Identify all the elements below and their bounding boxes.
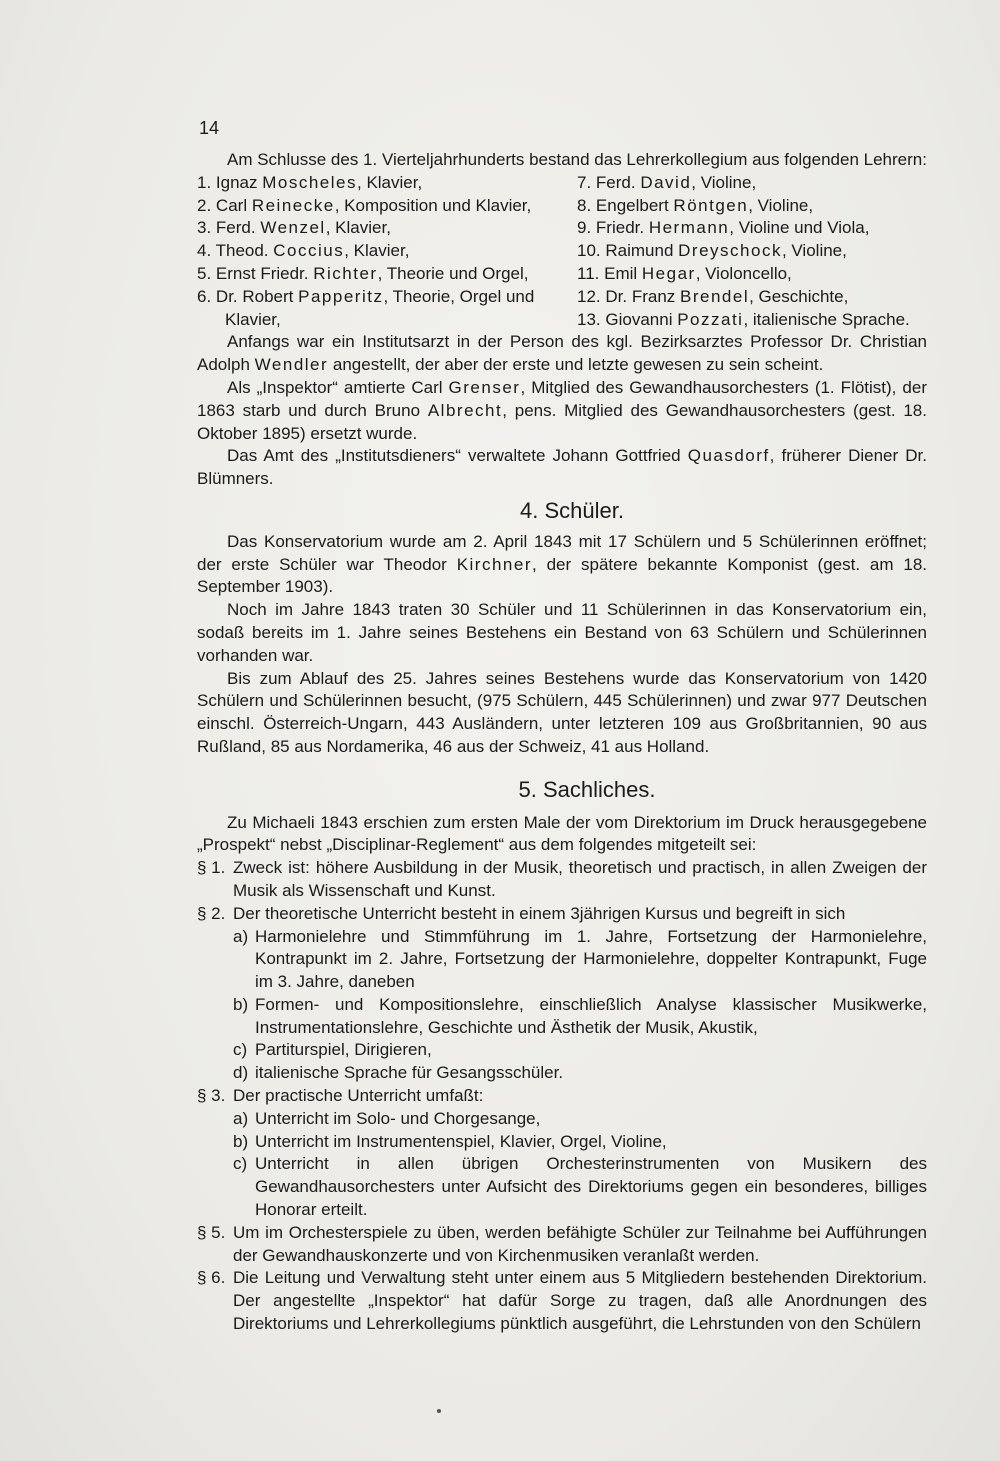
section-heading-schueler: 4. Schüler. [520,497,624,523]
teacher-entry: 1. Ignaz Moscheles, Klavier, [197,172,423,192]
teacher-entry: 6. Dr. Robert Papperitz, Theorie, Orgel und [197,286,535,306]
list-item: a) Unterricht im Solo- und Chorgesange, [233,1108,541,1128]
teacher-list [197,172,927,332]
teacher-entry: 10. Raimund Dreyschock, Violine, [577,241,847,261]
paragraph-institutsdiener: Das Amt des „Institutsdieners“ verwaltete Johann Gottfried Quasdorf, früherer Diener Dr. Blümners. [197,446,927,489]
paragraph-schueler-2: Noch im Jahre 1843 traten 30 Schüler und 11 Schülerinnen in das Konservatorium ein, sodaß bereits im 1. Jahre seines Bestehens ein Bestand von 63 Schülern und Schülerinnen vorhanden war. [197,600,927,665]
teacher-entry: 2. Carl Reinecke, Komposition und Klavier, [197,195,532,215]
page-number: 14 [199,118,220,138]
teacher-entry-continuation: Klavier, [225,309,281,329]
list-item: a) Harmonielehre und Stimmführung im 1. Jahre, Fortsetzung der Harmonielehre, Kontrapunkt im 2. Jahre, Fortsetzung der Harmonielehre, doppelter Kontrapunkt, Fuge im 3. Jahre, daneben [233,926,927,992]
paragraph-institutsarzt: Anfangs war ein Institutsarzt in der Person des kgl. Bezirksarztes Professor Dr. Christian Adolph Wendler angestellt, der aber der erste und letzte gewesen zu sein scheint. [197,332,927,375]
teacher-entry: 5. Ernst Friedr. Richter, Theorie und Orgel, [197,263,529,283]
teacher-entry: 4. Theod. Coccius, Klavier, [197,241,410,261]
paragraph-inspektor: Als „Inspektor“ amtierte Carl Grenser, Mitglied des Gewandhausorchesters (1. Flötist), der 1863 starb und durch Bruno Albrecht, pens. Mitglied des Gewandhausorchesters (gest. 18. Oktober 1895) ersetzt wurde. [197,377,927,443]
teacher-entry: 3. Ferd. Wenzel, Klavier, [197,218,391,238]
paragraph-sachliches-1: Zu Michaeli 1843 erschien zum ersten Male der vom Direktorium im Druck herausgegebene „Prospekt“ nebst „Disciplinar-Reglement“ aus dem folgendes mitgeteilt sei: [197,812,927,855]
list-item: b) Unterricht im Instrumentenspiel, Klavier, Orgel, Violine, [233,1131,667,1151]
paragraph-section-5: § 5. Um im Orchesterspiele zu üben, werden befähigte Schüler zur Teilnahme bei Aufführungen der Gewandhauskonzerte und von Kirchenmusiken veranlaßt werden. [197,1222,927,1265]
list-item: d) italienische Sprache für Gesangsschüler. [233,1063,564,1083]
page-content [197,149,927,1336]
teacher-entry: 13. Giovanni Pozzati, italienische Sprache. [577,309,910,329]
teacher-entry: 7. Ferd. David, Violine, [577,172,757,192]
teachers-intro: Am Schlusse des 1. Vierteljahrhunderts bestand das Lehrerkollegium aus folgenden Lehrern: [227,150,927,169]
teacher-entry: 8. Engelbert Röntgen, Violine, [577,195,814,215]
list-item: c) Unterricht in allen übrigen Orchesterinstrumenten von Musikern des Gewandhausorchesters unter Aufsicht des Direktoriums gegen ein besonderes, billiges Honorar erteilt. [233,1154,927,1220]
paragraph-schueler-3: Bis zum Ablauf des 25. Jahres seines Bestehens wurde das Konservatorium von 1420 Schülern und Schülerinnen besucht, (975 Schülern, 445 Schülerinnen) und zwar 977 Deutschen einschl. Österreich-Ungarn, 443 Ausländern, unter letzteren 109 aus Großbritannien, 90 aus Rußland, 85 aus Nordamerika, 46 aus der Schweiz, 41 aus Holland. [197,668,927,756]
teacher-entry: 9. Friedr. Hermann, Violine und Viola, [577,218,870,238]
teacher-entry: 12. Dr. Franz Brendel, Geschichte, [577,286,849,306]
ink-spot [437,1409,441,1413]
list-item: c) Partiturspiel, Dirigieren, [233,1040,432,1060]
paragraph-section-3: § 3. Der practische Unterricht umfaßt: [197,1086,484,1106]
list-item: b) Formen- und Kompositionslehre, einschließlich Analyse klassischer Musikwerke, Instrumentationslehre, Geschichte und Ästhetik der Musik, Akustik, [233,994,927,1037]
paragraph-schueler-1: Das Konservatorium wurde am 2. April 1843 mit 17 Schülern und 5 Schülerinnen eröffnet; der erste Schüler war Theodor Kirchner, der spätere bekannte Komponist (gest. am 18. September 1903). [197,531,928,597]
teacher-entry: 11. Emil Hegar, Violoncello, [577,263,792,283]
section-heading-sachliches: 5. Sachliches. [518,776,656,802]
paragraph-section-1: § 1. Zweck ist: höhere Ausbildung in der Musik, theoretisch und practisch, in allen Zweigen der Musik als Wissenschaft und Kunst. [197,858,927,900]
paragraph-section-2: § 2. Der theoretische Unterricht besteht in einem 3jährigen Kursus und begreift in sich [197,903,846,923]
paragraph-section-6: § 6. Die Leitung und Verwaltung steht unter einem aus 5 Mitgliedern bestehenden Direktorium. Der angestellte „Inspektor“ hat dafür Sorge zu tragen, daß alle Anordnungen des Direktoriums und Lehrerkollegiums pünktlich ausgeführt, die Lehrstunden von den Schülern [197,1268,927,1334]
